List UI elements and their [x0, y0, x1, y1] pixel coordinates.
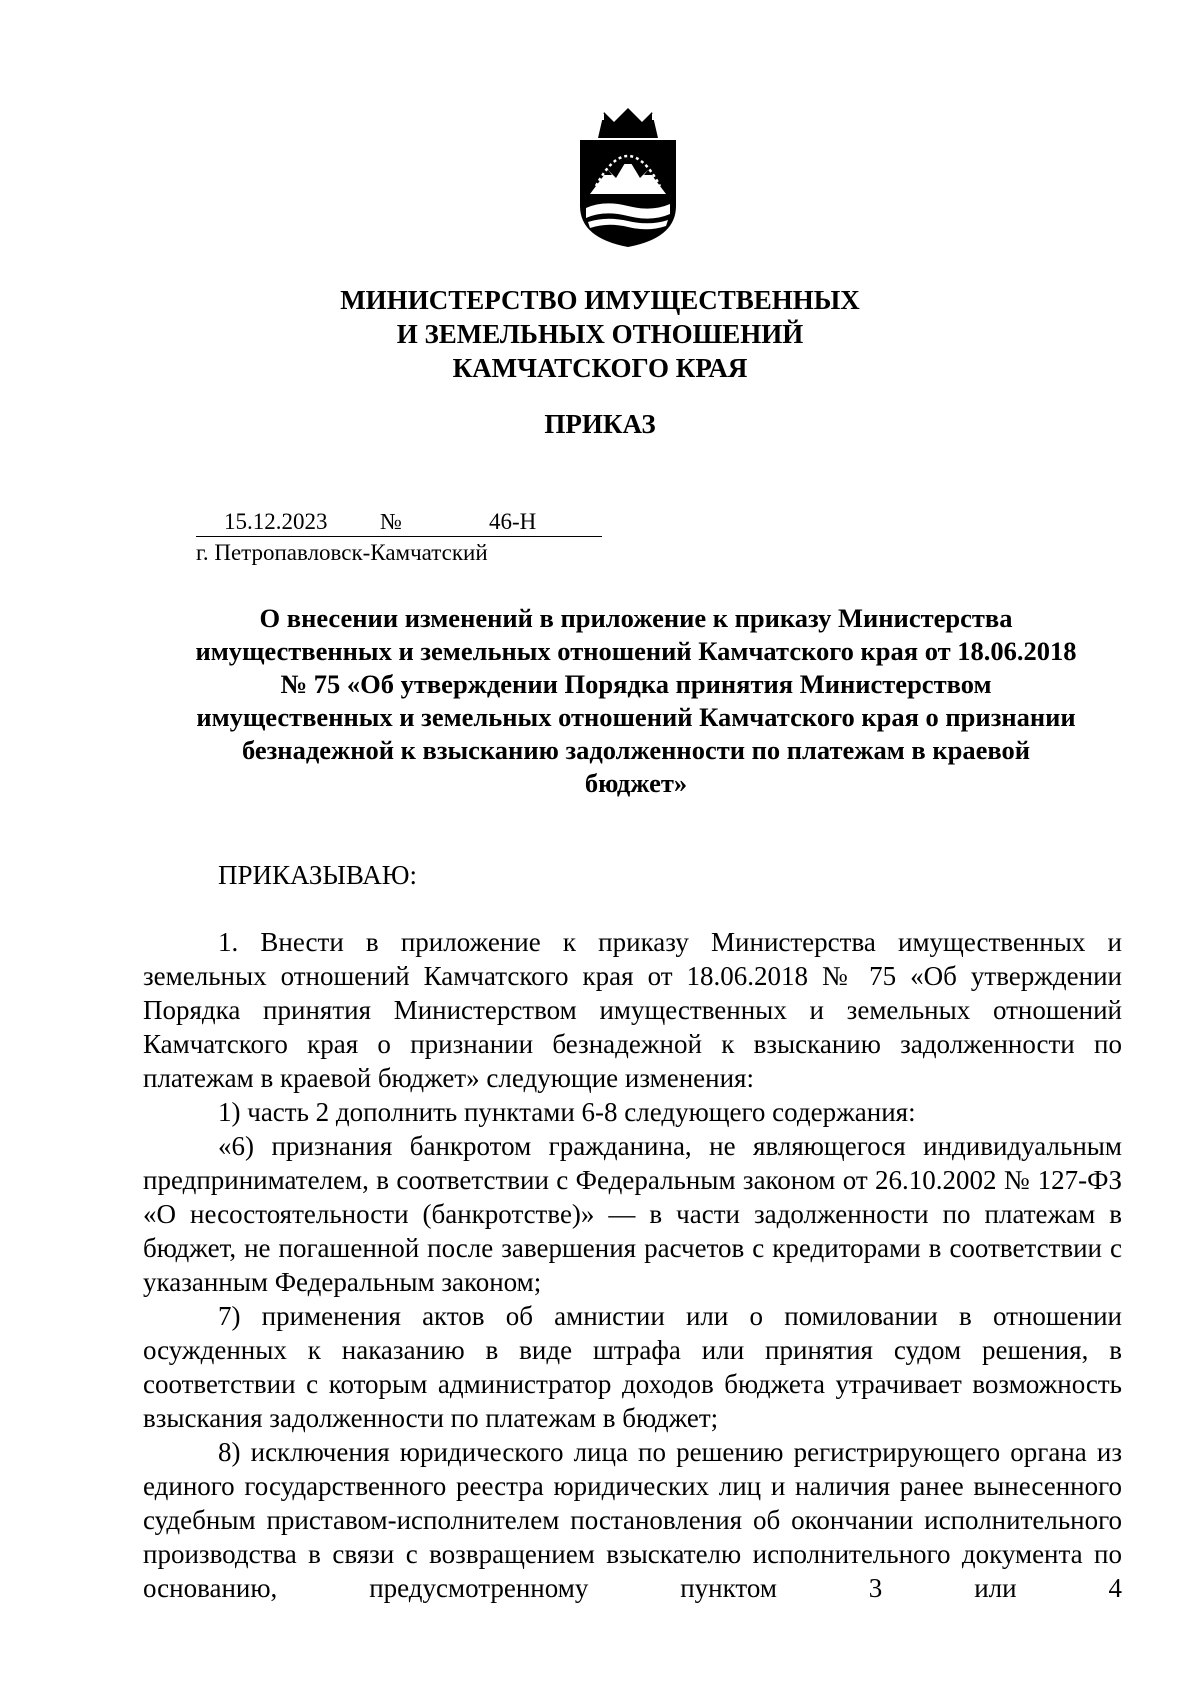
order-number: 46-Н — [489, 509, 537, 534]
body-paragraph-1: 1. Внести в приложение к приказу Министерства имущественных и земельных отношений Камчатского края от 18.06.2018 № 75 «Об утверждении Порядка принятия Министерством имущественных и земельных отношений Камчатского края о признании безнадежной к взысканию задолженности по платежам в краевой бюджет» следующие изменения: — [143, 927, 1122, 1093]
subject-line-2: имущественных и земельных отношений Камчатского края от 18.06.2018 — [195, 636, 1077, 666]
subject-line-5: безнадежной к взысканию задолженности по платежам в краевой — [242, 735, 1030, 765]
order-meta — [196, 508, 606, 565]
body-paragraph-5: 8) исключения юридического лица по решению регистрирующего органа из единого государственного реестра юридических лиц и наличия ранее вынесенного судебным приставом-исполнителем постановления об окончании исполнительного производства в связи с возвращением взыскателю исполнительного документа по основанию, предусмотренному пунктом 3 или 4 — [143, 1437, 1122, 1603]
ministry-line-1: МИНИСТЕРСТВО ИМУЩЕСТВЕННЫХ — [340, 285, 860, 315]
subject-line-1: О внесении изменений в приложение к приказу Министерства — [259, 603, 1013, 633]
subject-line-6: бюджет» — [584, 768, 688, 798]
body-paragraph-4: 7) применения актов об амнистии или о помиловании в отношении осужденных к наказанию в виде штрафа или принятия судом решения, в соответствии с которым администратор доходов бюджета утрачивает возможность взыскания задолженности по платежам в бюджет; — [143, 1301, 1122, 1433]
number-sign: № — [380, 509, 402, 534]
body-paragraph-2: 1) часть 2 дополнить пунктами 6-8 следующего содержания: — [218, 1097, 916, 1127]
order-directive: ПРИКАЗЫВАЮ: — [218, 860, 417, 890]
ministry-name — [0, 283, 1200, 385]
kamchatka-coat-of-arms-icon — [574, 108, 682, 248]
body-paragraph-3: «6) признания банкротом гражданина, не являющегося индивидуальным предпринимателем, в соответствии с Федеральным законом от 26.10.2002 № 127-ФЗ «О несостоятельности (банкротстве)» — в части задолженности по платежам в бюджет, не погашенной после завершения расчетов с кредиторами в соответствии с указанным Федеральным законом; — [143, 1131, 1122, 1297]
order-body — [143, 925, 1122, 1605]
order-subject — [150, 602, 1122, 800]
ministry-line-2: И ЗЕМЕЛЬНЫХ ОТНОШЕНИЙ — [396, 319, 804, 349]
order-title: ПРИКАЗ — [544, 409, 656, 439]
subject-line-3: № 75 «Об утверждении Порядка принятия Министерством — [280, 669, 992, 699]
order-city: г. Петропавловск-Камчатский — [196, 540, 488, 565]
subject-line-4: имущественных и земельных отношений Камчатского края о признании — [196, 702, 1076, 732]
meta-underline — [196, 536, 602, 537]
ministry-line-3: КАМЧАТСКОГО КРАЯ — [452, 353, 748, 383]
order-date: 15.12.2023 — [224, 509, 328, 534]
